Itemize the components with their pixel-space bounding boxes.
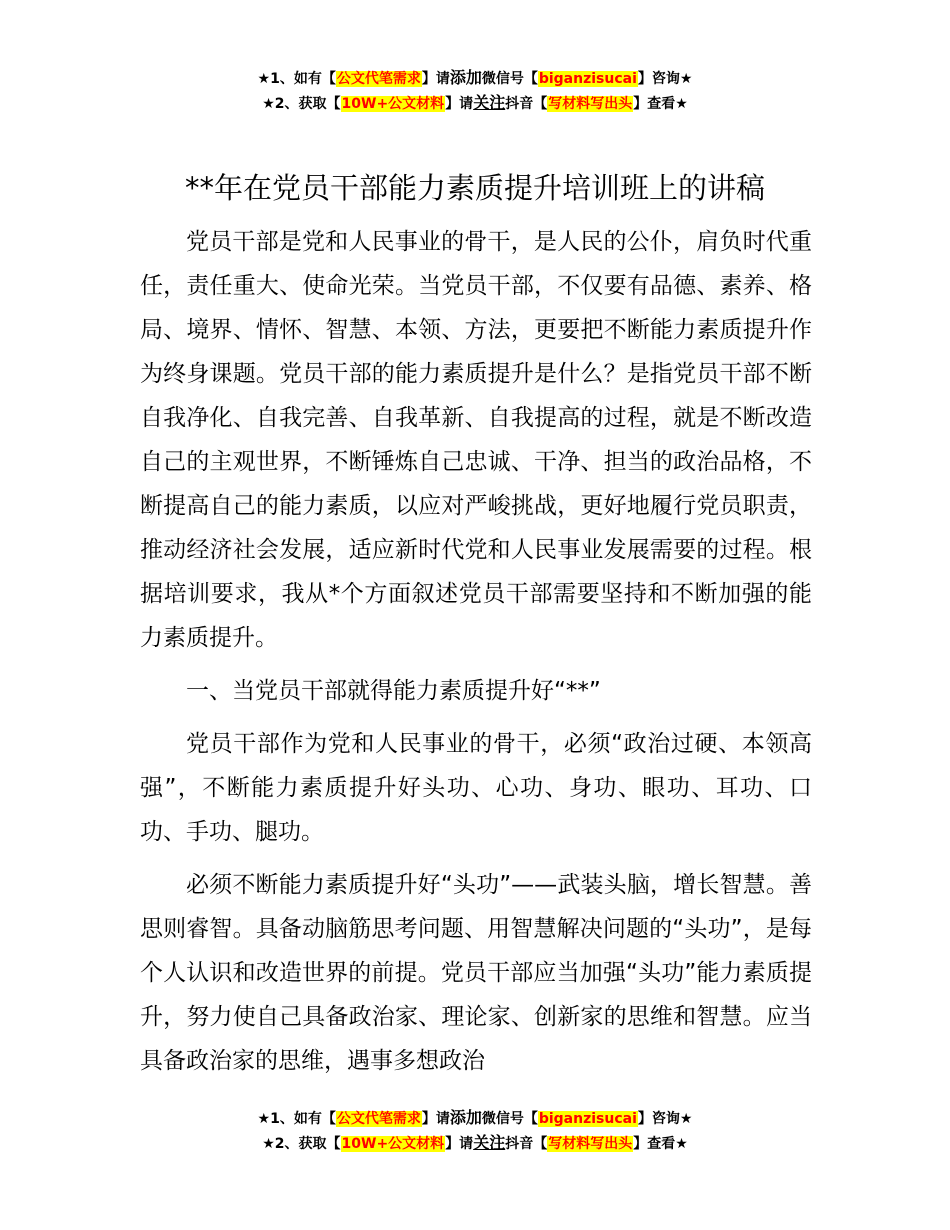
- highlight-materials: 10W+公文材料: [341, 96, 445, 112]
- paragraph-2: 党员干部作为党和人民事业的骨干，必须“政治过硬、本领高强”，不断能力素质提升好头功、心功、身功、眼功、耳功、口功、手功、腿功。: [140, 731, 812, 845]
- highlight-douyin: 写材料写出头: [548, 96, 633, 112]
- highlight-ghostwriting: 公文代笔需求: [336, 71, 421, 87]
- header-banner: [0, 66, 950, 116]
- paragraph-intro: 党员干部是党和人民事业的骨干，是人民的公仆，肩负时代重任，责任重大、使命光荣。当党员干部，不仅要有品德、素养、格局、境界、情怀、智慧、本领、方法，更要把不断能力素质提升作为终身课题。党员干部的能力素质提升是什么？是指党员干部不断自我净化、自我完善、自我革新、自我提高的过程，就是不断改造自己的主观世界，不断锤炼自己忠诚、干净、担当的政治品格，不断提高自己的能力素质，以应对严峻挑战，更好地履行党员职责，推动经济社会发展，适应新时代党和人民事业发展需要的过程。根据培训要求，我从*个方面叙述党员干部需要坚持和不断加强的能力素质提升。: [140, 229, 812, 651]
- document-body: [140, 220, 812, 1083]
- footer-banner: [0, 1106, 950, 1156]
- section-heading-1: 一、当党员干部就得能力素质提升好“**”: [186, 678, 601, 704]
- document-title: **年在党员干部能力素质提升培训班上的讲稿: [184, 171, 765, 205]
- banner-line-1: ★1、如有【公文代笔需求】请添加微信号【biganzisucai】咨询★: [257, 68, 693, 87]
- highlight-wechat-id: biganzisucai: [538, 71, 637, 87]
- footer-line-2: ★2、获取【10W+公文材料】请关注抖音【写材料写出头】查看★: [262, 1133, 688, 1152]
- footer-line-1: ★1、如有【公文代笔需求】请添加微信号【biganzisucai】咨询★: [257, 1108, 693, 1127]
- banner-line-2: ★2、获取【10W+公文材料】请关注抖音【写材料写出头】查看★: [262, 93, 688, 112]
- paragraph-3: 必须不断能力素质提升好“头功”——武装头脑，增长智慧。善思则睿智。具备动脑筋思考问题、用智慧解决问题的“头功”，是每个人认识和改造世界的前提。党员干部应当加强“头功”能力素质提升，努力使自己具备政治家、理论家、创新家的思维和智慧。应当具备政治家的思维，遇事多想政治: [140, 872, 812, 1074]
